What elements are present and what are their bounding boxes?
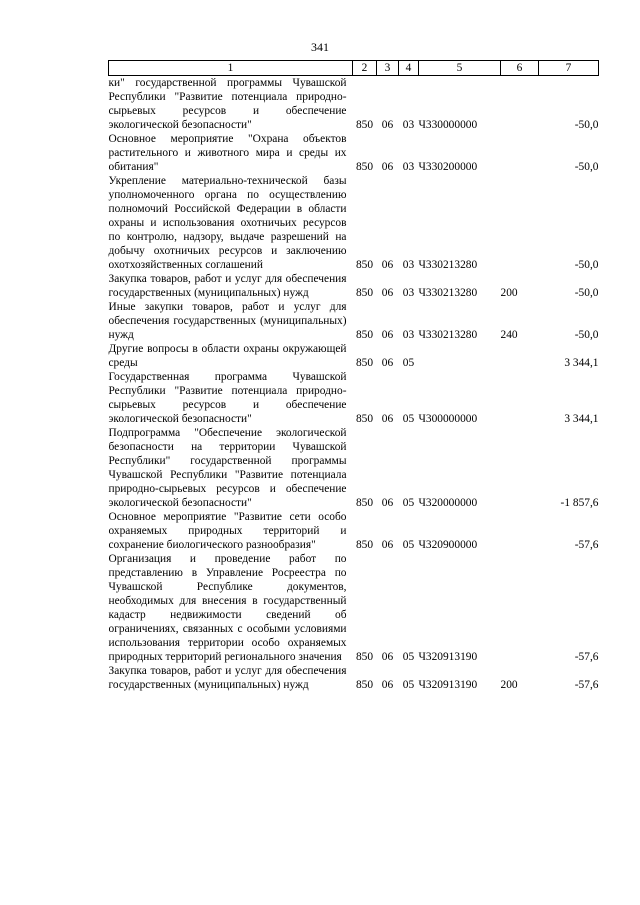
ministry-code-cell: 850 xyxy=(355,357,374,369)
table-row xyxy=(109,300,599,342)
amount-cell: -57,6 xyxy=(574,679,599,691)
section-code-cell: 06 xyxy=(381,259,394,271)
row-name-cell: ки" государственной программы Чувашской Республики "Развитие потенциала природно-сырьевых ресурсов и обеспечение экологической безопасности" xyxy=(108,77,347,131)
expense-type-code-cell xyxy=(501,510,539,552)
row-name-cell: Основное мероприятие "Охрана объектов растительного и животного мира и среды их обитания" xyxy=(108,133,347,173)
budget-table xyxy=(108,60,599,692)
target-article-code-cell: Ч330213280 xyxy=(418,329,478,341)
section-code-cell: 06 xyxy=(381,161,394,173)
target-article-code-cell xyxy=(419,342,501,370)
ministry-code-cell: 850 xyxy=(355,329,374,341)
ministry-code-cell: 850 xyxy=(355,161,374,173)
subsection-code-cell: 05 xyxy=(402,679,415,691)
expense-type-code-cell: 200 xyxy=(500,287,518,299)
target-article-code-cell: Ч320000000 xyxy=(418,497,478,509)
subsection-code-cell: 03 xyxy=(402,119,415,131)
ministry-code-cell: 850 xyxy=(355,679,374,691)
target-article-code-cell: Ч320913190 xyxy=(418,651,478,663)
expense-type-code-cell xyxy=(501,370,539,426)
amount-cell: -57,6 xyxy=(574,539,599,551)
table-row xyxy=(109,342,599,370)
amount-cell: 3 344,1 xyxy=(564,413,599,425)
table-row xyxy=(109,132,599,174)
target-article-code-cell: Ч300000000 xyxy=(418,413,478,425)
amount-cell: -50,0 xyxy=(574,161,599,173)
target-article-code-cell: Ч330213280 xyxy=(418,259,478,271)
row-name-cell: Закупка товаров, работ и услуг для обеспечения государственных (муниципальных) нужд xyxy=(108,665,347,691)
row-name-cell: Основное мероприятие "Развитие сети особо охраняемых природных территорий и сохранение биологического разнообразия" xyxy=(108,511,347,551)
amount-cell: -57,6 xyxy=(574,651,599,663)
column-header: 6 xyxy=(501,61,539,76)
row-name-cell: Государственная программа Чувашской Республики "Развитие потенциала природно-сырьевых ресурсов и обеспечение экологической безопасности" xyxy=(108,371,347,425)
subsection-code-cell: 05 xyxy=(402,497,415,509)
expense-type-code-cell xyxy=(501,132,539,174)
section-code-cell: 06 xyxy=(381,497,394,509)
section-code-cell: 06 xyxy=(381,679,394,691)
target-article-code-cell: Ч330213280 xyxy=(418,287,478,299)
table-header-row xyxy=(109,61,599,76)
target-article-code-cell: Ч320913190 xyxy=(418,679,478,691)
amount-cell: -50,0 xyxy=(574,329,599,341)
subsection-code-cell: 05 xyxy=(402,651,415,663)
expense-type-code-cell xyxy=(501,76,539,133)
amount-cell: -1 857,6 xyxy=(560,497,599,509)
section-code-cell: 06 xyxy=(381,119,394,131)
row-name-cell: Другие вопросы в области охраны окружающей среды xyxy=(108,343,347,369)
expense-type-code-cell xyxy=(501,174,539,272)
target-article-code-cell: Ч320900000 xyxy=(418,539,478,551)
column-header: 4 xyxy=(399,61,419,76)
ministry-code-cell: 850 xyxy=(355,119,374,131)
table-row xyxy=(109,272,599,300)
expense-type-code-cell xyxy=(501,552,539,664)
amount-cell: -50,0 xyxy=(574,259,599,271)
row-name-cell: Иные закупки товаров, работ и услуг для обеспечения государственных (муниципальных) нужд xyxy=(108,301,347,341)
subsection-code-cell: 03 xyxy=(402,329,415,341)
subsection-code-cell: 05 xyxy=(402,413,415,425)
subsection-code-cell: 03 xyxy=(402,259,415,271)
section-code-cell: 06 xyxy=(381,651,394,663)
target-article-code-cell: Ч330000000 xyxy=(418,119,478,131)
section-code-cell: 06 xyxy=(381,539,394,551)
table-row xyxy=(109,552,599,664)
subsection-code-cell: 05 xyxy=(402,539,415,551)
expense-type-code-cell xyxy=(501,342,539,370)
table-row xyxy=(109,426,599,510)
column-header: 7 xyxy=(539,61,599,76)
subsection-code-cell: 03 xyxy=(402,287,415,299)
section-code-cell: 06 xyxy=(381,329,394,341)
subsection-code-cell: 03 xyxy=(402,161,415,173)
ministry-code-cell: 850 xyxy=(355,539,374,551)
table-row xyxy=(109,76,599,133)
column-header: 2 xyxy=(353,61,377,76)
ministry-code-cell: 850 xyxy=(355,413,374,425)
row-name-cell: Закупка товаров, работ и услуг для обеспечения государственных (муниципальных) нужд xyxy=(108,273,347,299)
section-code-cell: 06 xyxy=(381,357,394,369)
column-header: 5 xyxy=(419,61,501,76)
amount-cell: -50,0 xyxy=(574,287,599,299)
amount-cell: 3 344,1 xyxy=(564,357,599,369)
page-number: 341 xyxy=(311,40,329,54)
expense-type-code-cell: 240 xyxy=(500,329,518,341)
ministry-code-cell: 850 xyxy=(355,497,374,509)
section-code-cell: 06 xyxy=(381,287,394,299)
table-row xyxy=(109,510,599,552)
ministry-code-cell: 850 xyxy=(355,651,374,663)
table-row xyxy=(109,174,599,272)
section-code-cell: 06 xyxy=(381,413,394,425)
subsection-code-cell: 05 xyxy=(402,357,415,369)
column-header: 3 xyxy=(377,61,399,76)
row-name-cell: Укрепление материально-технической базы уполномоченного органа по осуществлению полномочий Российской Федерации в области охраны и использования охотничьих ресурсов по контролю, надзору, выдаче разрешений на добычу охотничьих ресурсов и заключению охотхозяйственных соглашений xyxy=(108,175,347,271)
row-name-cell: Организация и проведение работ по представлению в Управление Росреестра по Чувашской Республике документов, необходимых для внесения в государственный кадастр недвижимости сведений об ограничениях, связанных с особыми условиями использования территории особо охраняемых природных территорий регионального значения xyxy=(108,553,347,663)
expense-type-code-cell: 200 xyxy=(500,679,518,691)
table-row xyxy=(109,664,599,692)
target-article-code-cell: Ч330200000 xyxy=(418,161,478,173)
table-row xyxy=(109,370,599,426)
expense-type-code-cell xyxy=(501,426,539,510)
ministry-code-cell: 850 xyxy=(355,259,374,271)
amount-cell: -50,0 xyxy=(574,119,599,131)
ministry-code-cell: 850 xyxy=(355,287,374,299)
row-name-cell: Подпрограмма "Обеспечение экологической безопасности на территории Чувашской Республики" государственной программы Чувашской Республики "Развитие потенциала природно-сырьевых ресурсов и обеспечение экологической безопасности" xyxy=(108,427,347,509)
column-header: 1 xyxy=(109,61,353,76)
